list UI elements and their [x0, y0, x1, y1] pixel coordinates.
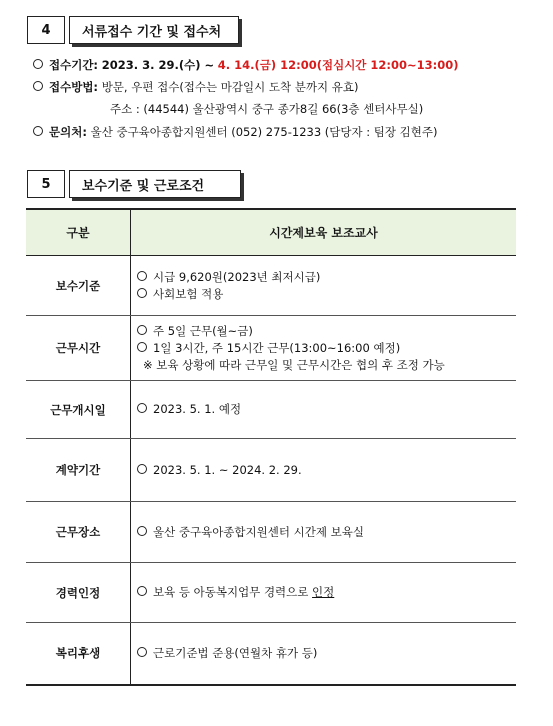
- list-item: 1일 3시간, 주 15시간 근무(13:00~16:00 예정): [137, 340, 515, 357]
- bullet-circle-icon: [137, 342, 147, 352]
- bullet-circle-icon: [137, 288, 147, 298]
- table-row: [26, 381, 516, 439]
- row-label: 계약기간: [26, 439, 131, 502]
- section-5-header: [27, 170, 241, 198]
- list-item: 2023. 5. 1. ~ 2024. 2. 29.: [137, 462, 515, 479]
- row-content: [131, 439, 517, 502]
- table-header-row: [26, 209, 516, 256]
- row-label: 근무개시일: [26, 381, 131, 439]
- table-header-category: 구분: [26, 209, 131, 256]
- bullet-circle-icon: [137, 464, 147, 474]
- table-header-position: 시간제보육 보조교사: [131, 209, 517, 256]
- contact-label: 문의처:: [49, 125, 87, 139]
- row-content: [131, 563, 517, 623]
- period-line: [33, 57, 459, 73]
- recognition-text: 인정: [312, 585, 335, 599]
- section-number: 5: [27, 170, 65, 198]
- list-item: 시급 9,620원(2023년 최저시급): [137, 269, 515, 286]
- bullet-circle-icon: [137, 647, 147, 657]
- section-number: 4: [27, 16, 65, 44]
- row-label: 근무시간: [26, 316, 131, 381]
- bullet-circle-icon: [137, 325, 147, 335]
- table-row: [26, 439, 516, 502]
- bullet-circle-icon: [137, 526, 147, 536]
- period-end: 4. 14.(금) 12:00(점심시간 12:00~13:00): [217, 58, 459, 72]
- bullet-circle-icon: [33, 126, 43, 136]
- work-conditions-table: [26, 208, 516, 686]
- list-item: 사회보험 적용: [137, 286, 515, 303]
- list-item: 2023. 5. 1. 예정: [137, 401, 515, 418]
- table-row: [26, 623, 516, 685]
- contact-text: 울산 중구육아종합지원센터 (052) 275-1233 (담당자 : 팀장 김현주): [90, 125, 438, 139]
- table-row: [26, 502, 516, 563]
- row-content: [131, 381, 517, 439]
- row-content: [131, 316, 517, 381]
- table-row: [26, 563, 516, 623]
- method-line: [33, 79, 358, 95]
- row-content: [131, 256, 517, 316]
- list-item: 울산 중구육아종합지원센터 시간제 보육실: [137, 524, 515, 541]
- table-row: [26, 256, 516, 316]
- bullet-circle-icon: [33, 59, 43, 69]
- row-label: 보수기준: [26, 256, 131, 316]
- list-item: 보육 등 아동복지업무 경력으로 인정: [137, 584, 515, 601]
- schedule-note: ※ 보육 상황에 따라 근무일 및 근무시간은 협의 후 조정 가능: [143, 357, 445, 372]
- method-label: 접수방법:: [49, 80, 99, 94]
- section-4-header: [27, 16, 239, 44]
- bullet-circle-icon: [137, 271, 147, 281]
- list-item: 주 5일 근무(월~금): [137, 323, 515, 340]
- bullet-circle-icon: [137, 403, 147, 413]
- bullet-circle-icon: [137, 586, 147, 596]
- address-text: 주소 : (44544) 울산광역시 중구 종가8길 66(3층 센터사무실): [110, 102, 424, 116]
- list-item: 근로기준법 준용(연월차 휴가 등): [137, 645, 515, 662]
- period-start: 2023. 3. 29.(수) ~: [101, 58, 215, 72]
- row-content: [131, 623, 517, 685]
- bullet-circle-icon: [33, 81, 43, 91]
- row-content: [131, 502, 517, 563]
- address-line: [110, 101, 423, 117]
- row-label: 근무장소: [26, 502, 131, 563]
- row-label: 복리후생: [26, 623, 131, 685]
- section-title: 서류접수 기간 및 접수처: [69, 16, 239, 44]
- contact-line: [33, 124, 438, 140]
- period-label: 접수기간:: [49, 58, 99, 72]
- method-text: 방문, 우편 접수(접수는 마감일시 도착 분까지 유효): [101, 80, 359, 94]
- section-title: 보수기준 및 근로조건: [69, 170, 241, 198]
- table-row: [26, 316, 516, 381]
- row-label: 경력인정: [26, 563, 131, 623]
